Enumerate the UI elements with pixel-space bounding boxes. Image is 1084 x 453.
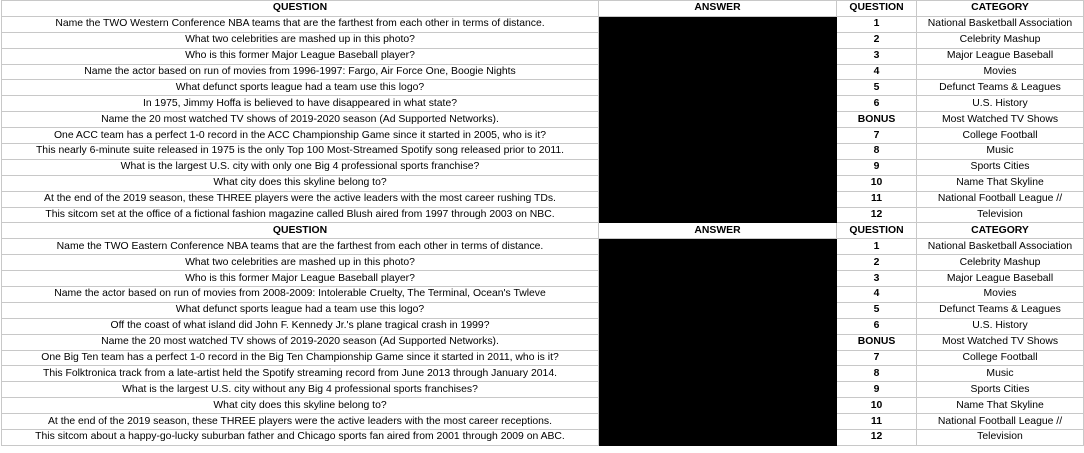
question-number-cell[interactable]: 12 [837,430,917,446]
category-cell[interactable]: Music [917,366,1084,382]
category-cell[interactable]: Major League Baseball [917,48,1084,64]
header-answer: ANSWER [599,1,837,17]
trivia-spreadsheet [1,0,1084,446]
table-row [2,382,1084,398]
answer-cell-redacted[interactable] [599,430,837,446]
question-number-cell[interactable]: 2 [837,255,917,271]
answer-cell-redacted[interactable] [599,207,837,223]
question-cell[interactable]: Name the actor based on run of movies from 2008-2009: Intolerable Cruelty, The Terminal, Ocean's Twleve [2,287,599,303]
category-cell[interactable]: Sports Cities [917,159,1084,175]
category-cell[interactable]: Television [917,207,1084,223]
question-cell[interactable]: What defunct sports league had a team use this logo? [2,80,599,96]
header-category: CATEGORY [917,223,1084,239]
category-cell[interactable]: Celebrity Mashup [917,255,1084,271]
question-number-cell[interactable]: 8 [837,144,917,160]
table-row [2,96,1084,112]
table-row [2,334,1084,350]
question-number-cell[interactable]: 4 [837,287,917,303]
question-cell[interactable]: This Folktronica track from a late-artist held the Spotify streaming record from June 2013 through January 2014. [2,366,599,382]
table-row [2,239,1084,255]
answer-cell-redacted[interactable] [599,366,837,382]
category-cell[interactable]: Sports Cities [917,382,1084,398]
question-cell[interactable]: At the end of the 2019 season, these THREE players were the active leaders with the most career rushing TDs. [2,191,599,207]
answer-cell-redacted[interactable] [599,318,837,334]
question-number-cell[interactable]: 12 [837,207,917,223]
question-number-cell[interactable]: 5 [837,80,917,96]
question-cell[interactable]: What city does this skyline belong to? [2,175,599,191]
category-cell[interactable]: Name That Skyline [917,175,1084,191]
answer-cell-redacted[interactable] [599,80,837,96]
answer-cell-redacted[interactable] [599,382,837,398]
question-number-cell[interactable]: BONUS [837,112,917,128]
table-row [2,80,1084,96]
table-row [2,159,1084,175]
question-number-cell[interactable]: 4 [837,64,917,80]
answer-cell-redacted[interactable] [599,96,837,112]
table-row [2,191,1084,207]
table-row [2,318,1084,334]
category-cell[interactable]: National Basketball Association [917,239,1084,255]
category-cell[interactable]: U.S. History [917,318,1084,334]
answer-cell-redacted[interactable] [599,144,837,160]
header-row [2,223,1084,239]
question-cell[interactable]: This nearly 6-minute suite released in 1975 is the only Top 100 Most-Streamed Spotify song released prior to 2011. [2,144,599,160]
answer-cell-redacted[interactable] [599,16,837,32]
question-cell[interactable]: What is the largest U.S. city with only one Big 4 professional sports franchise? [2,159,599,175]
question-number-cell[interactable]: 7 [837,350,917,366]
question-number-cell[interactable]: 6 [837,318,917,334]
header-question: QUESTION [2,223,599,239]
question-cell[interactable]: At the end of the 2019 season, these THREE players were the active leaders with the most career receptions. [2,414,599,430]
table-row [2,255,1084,271]
spreadsheet-body [2,1,1084,446]
table-row [2,128,1084,144]
header-question-number: QUESTION [837,223,917,239]
question-number-cell[interactable]: 2 [837,32,917,48]
answer-cell-redacted[interactable] [599,271,837,287]
question-number-cell[interactable]: 3 [837,48,917,64]
table-row [2,414,1084,430]
category-cell[interactable]: National Football League // [917,191,1084,207]
category-cell[interactable]: Music [917,144,1084,160]
category-cell[interactable]: Most Watched TV Shows [917,334,1084,350]
answer-cell-redacted[interactable] [599,128,837,144]
answer-cell-redacted[interactable] [599,255,837,271]
category-cell[interactable]: Celebrity Mashup [917,32,1084,48]
answer-cell-redacted[interactable] [599,287,837,303]
question-number-cell[interactable]: BONUS [837,334,917,350]
answer-cell-redacted[interactable] [599,350,837,366]
answer-cell-redacted[interactable] [599,64,837,80]
answer-cell-redacted[interactable] [599,175,837,191]
question-cell[interactable]: One ACC team has a perfect 1-0 record in the ACC Championship Game since it started in 2005, who is it? [2,128,599,144]
category-cell[interactable]: Defunct Teams & Leagues [917,302,1084,318]
category-cell[interactable]: U.S. History [917,96,1084,112]
question-cell[interactable]: What defunct sports league had a team use this logo? [2,302,599,318]
question-cell[interactable]: This sitcom about a happy-go-lucky suburban father and Chicago sports fan aired from 2001 through 2009 on ABC. [2,430,599,446]
question-cell[interactable]: Name the 20 most watched TV shows of 2019-2020 season (Ad Supported Networks). [2,112,599,128]
question-cell[interactable]: Who is this former Major League Baseball player? [2,48,599,64]
table-row [2,398,1084,414]
answer-cell-redacted[interactable] [599,398,837,414]
answer-cell-redacted[interactable] [599,239,837,255]
answer-cell-redacted[interactable] [599,32,837,48]
table-row [2,112,1084,128]
answer-cell-redacted[interactable] [599,334,837,350]
question-cell[interactable]: Name the 20 most watched TV shows of 2019-2020 season (Ad Supported Networks). [2,334,599,350]
category-cell[interactable]: Defunct Teams & Leagues [917,80,1084,96]
header-question: QUESTION [2,1,599,17]
question-number-cell[interactable]: 9 [837,159,917,175]
category-cell[interactable]: Movies [917,287,1084,303]
table-row [2,175,1084,191]
question-cell[interactable]: In 1975, Jimmy Hoffa is believed to have disappeared in what state? [2,96,599,112]
table-row [2,144,1084,160]
question-cell[interactable]: This sitcom set at the office of a fictional fashion magazine called Blush aired from 1997 through 2003 on NBC. [2,207,599,223]
category-cell[interactable]: Most Watched TV Shows [917,112,1084,128]
table-row [2,430,1084,446]
category-cell[interactable]: Television [917,430,1084,446]
answer-cell-redacted[interactable] [599,302,837,318]
category-cell[interactable]: Major League Baseball [917,271,1084,287]
answer-cell-redacted[interactable] [599,191,837,207]
header-category: CATEGORY [917,1,1084,17]
question-number-cell[interactable]: 1 [837,239,917,255]
question-cell[interactable]: Name the actor based on run of movies from 1996-1997: Fargo, Air Force One, Boogie Nights [2,64,599,80]
table-row [2,302,1084,318]
category-cell[interactable]: Name That Skyline [917,398,1084,414]
question-number-cell[interactable]: 11 [837,191,917,207]
question-cell[interactable]: Off the coast of what island did John F. Kennedy Jr.'s plane tragical crash in 1999? [2,318,599,334]
question-number-cell[interactable]: 10 [837,398,917,414]
table-row [2,350,1084,366]
question-number-cell[interactable]: 1 [837,16,917,32]
table-row [2,207,1084,223]
table-row [2,16,1084,32]
question-cell[interactable]: What is the largest U.S. city without any Big 4 professional sports franchises? [2,382,599,398]
table-row [2,271,1084,287]
question-cell[interactable]: Who is this former Major League Baseball player? [2,271,599,287]
question-number-cell[interactable]: 3 [837,271,917,287]
category-cell[interactable]: College Football [917,350,1084,366]
question-number-cell[interactable]: 10 [837,175,917,191]
answer-cell-redacted[interactable] [599,159,837,175]
table-row [2,366,1084,382]
question-cell[interactable]: What two celebrities are mashed up in this photo? [2,255,599,271]
question-cell[interactable]: One Big Ten team has a perfect 1-0 record in the Big Ten Championship Game since it started in 2011, who is it? [2,350,599,366]
header-row [2,1,1084,17]
question-number-cell[interactable]: 9 [837,382,917,398]
question-number-cell[interactable]: 7 [837,128,917,144]
question-cell[interactable]: Name the TWO Eastern Conference NBA teams that are the farthest from each other in terms of distance. [2,239,599,255]
answer-cell-redacted[interactable] [599,48,837,64]
question-cell[interactable]: What city does this skyline belong to? [2,398,599,414]
header-answer: ANSWER [599,223,837,239]
table-row [2,287,1084,303]
table-row [2,48,1084,64]
header-question-number: QUESTION [837,1,917,17]
question-cell[interactable]: What two celebrities are mashed up in this photo? [2,32,599,48]
question-number-cell[interactable]: 8 [837,366,917,382]
table-row [2,32,1084,48]
category-cell[interactable]: National Football League // [917,414,1084,430]
answer-cell-redacted[interactable] [599,112,837,128]
question-number-cell[interactable]: 6 [837,96,917,112]
table-row [2,64,1084,80]
category-cell[interactable]: National Basketball Association [917,16,1084,32]
question-number-cell[interactable]: 11 [837,414,917,430]
answer-cell-redacted[interactable] [599,414,837,430]
question-cell[interactable]: Name the TWO Western Conference NBA teams that are the farthest from each other in terms of distance. [2,16,599,32]
question-number-cell[interactable]: 5 [837,302,917,318]
category-cell[interactable]: Movies [917,64,1084,80]
category-cell[interactable]: College Football [917,128,1084,144]
